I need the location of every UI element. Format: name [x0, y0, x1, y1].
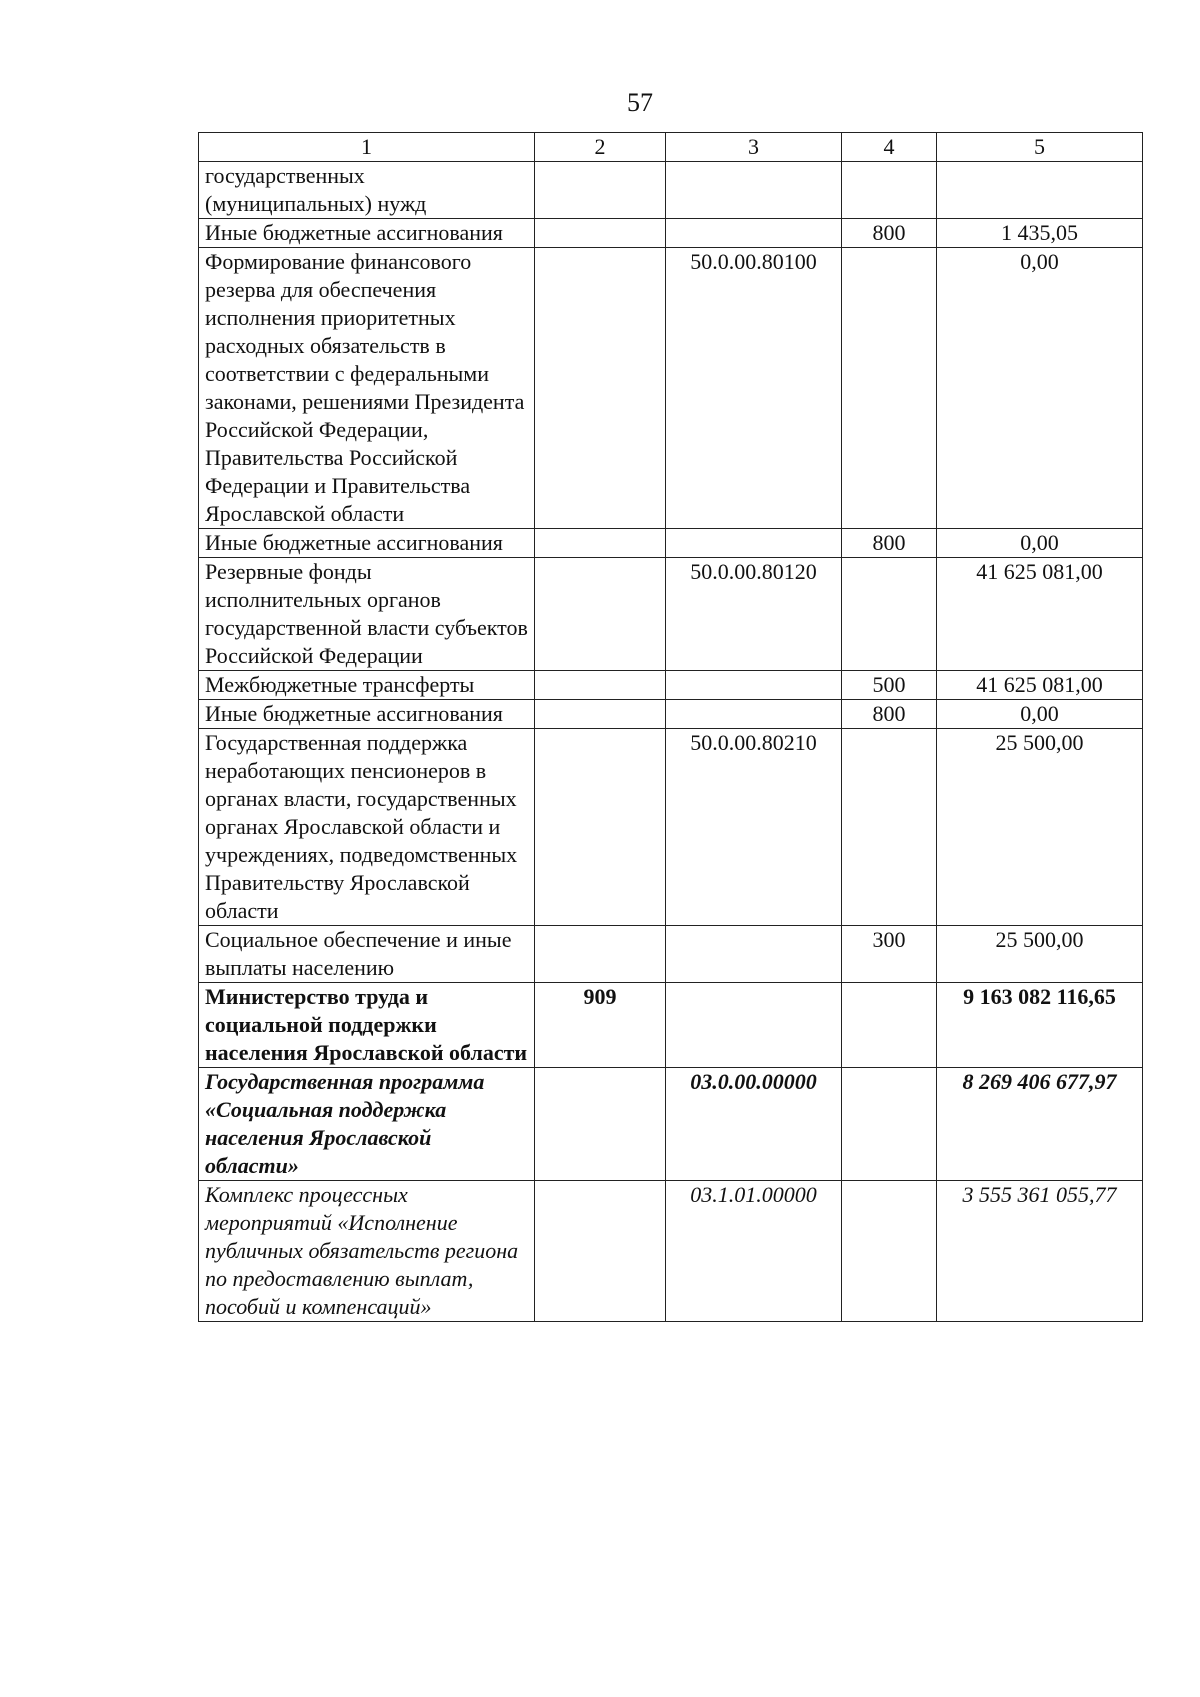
- table-row: [199, 729, 1143, 926]
- table-row: [199, 248, 1143, 529]
- row-target: 03.1.01.00000: [666, 1181, 842, 1322]
- row-name: Межбюджетные трансферты: [199, 671, 535, 700]
- column-header-2: 2: [535, 133, 666, 162]
- row-code: [535, 248, 666, 529]
- table-row-ministry: [199, 983, 1143, 1068]
- row-target: 50.0.00.80100: [666, 248, 842, 529]
- row-target: [666, 529, 842, 558]
- row-amount: 3 555 361 055,77: [937, 1181, 1143, 1322]
- table-row-subprogram: [199, 1181, 1143, 1322]
- row-amount: 0,00: [937, 248, 1143, 529]
- row-name: Иные бюджетные ассигнования: [199, 529, 535, 558]
- row-amount: 25 500,00: [937, 729, 1143, 926]
- row-amount: 9 163 082 116,65: [937, 983, 1143, 1068]
- row-code: [535, 558, 666, 671]
- row-name: Государственная поддержка неработающих пенсионеров в органах власти, государственных органах Ярославской области и учреждениях, подведомственных Правительству Ярославской области: [199, 729, 535, 926]
- row-name: государственных (муниципальных) нужд: [199, 162, 535, 219]
- row-code: [535, 1181, 666, 1322]
- row-amount: 0,00: [937, 700, 1143, 729]
- column-header-1: 1: [199, 133, 535, 162]
- row-type: 800: [842, 700, 937, 729]
- row-target: 03.0.00.00000: [666, 1068, 842, 1181]
- table-row: [199, 219, 1143, 248]
- row-target: [666, 983, 842, 1068]
- row-target: [666, 700, 842, 729]
- row-amount: 41 625 081,00: [937, 671, 1143, 700]
- row-code: [535, 529, 666, 558]
- table-header-row: [199, 133, 1143, 162]
- row-name: Социальное обеспечение и иные выплаты населению: [199, 926, 535, 983]
- table-row: [199, 671, 1143, 700]
- table-row-program: [199, 1068, 1143, 1181]
- row-name: Резервные фонды исполнительных органов государственной власти субъектов Российской Федерации: [199, 558, 535, 671]
- table-row: [199, 558, 1143, 671]
- row-name: Формирование финансового резерва для обеспечения исполнения приоритетных расходных обязательств в соответствии с федеральными законами, решениями Президента Российской Федерации, Правительства Российской Федерации и Правительства Ярославской области: [199, 248, 535, 529]
- budget-table: [198, 132, 1143, 1322]
- column-header-4: 4: [842, 133, 937, 162]
- row-name: Комплекс процессных мероприятий «Исполнение публичных обязательств региона по предоставлению выплат, пособий и компенсаций»: [199, 1181, 535, 1322]
- row-type: [842, 1068, 937, 1181]
- row-code: [535, 700, 666, 729]
- row-name: Государственная программа «Социальная поддержка населения Ярославской области»: [199, 1068, 535, 1181]
- row-code: [535, 162, 666, 219]
- row-type: 800: [842, 219, 937, 248]
- row-target: [666, 671, 842, 700]
- table-row: [199, 529, 1143, 558]
- table-row: [199, 700, 1143, 729]
- row-amount: 41 625 081,00: [937, 558, 1143, 671]
- row-code: [535, 926, 666, 983]
- row-type: 300: [842, 926, 937, 983]
- row-type: [842, 248, 937, 529]
- row-target: 50.0.00.80210: [666, 729, 842, 926]
- row-amount: 25 500,00: [937, 926, 1143, 983]
- row-amount: 8 269 406 677,97: [937, 1068, 1143, 1181]
- row-type: 500: [842, 671, 937, 700]
- page-number: 57: [627, 88, 653, 117]
- row-name: Иные бюджетные ассигнования: [199, 219, 535, 248]
- row-code: [535, 1068, 666, 1181]
- row-type: [842, 983, 937, 1068]
- row-name: Министерство труда и социальной поддержки населения Ярославской области: [199, 983, 535, 1068]
- row-type: [842, 162, 937, 219]
- row-code: [535, 219, 666, 248]
- row-target: [666, 219, 842, 248]
- row-target: [666, 926, 842, 983]
- row-amount: [937, 162, 1143, 219]
- row-code: 909: [535, 983, 666, 1068]
- row-amount: 0,00: [937, 529, 1143, 558]
- row-type: 800: [842, 529, 937, 558]
- table-row: [199, 162, 1143, 219]
- row-target: 50.0.00.80120: [666, 558, 842, 671]
- column-header-5: 5: [937, 133, 1143, 162]
- row-amount: 1 435,05: [937, 219, 1143, 248]
- row-type: [842, 729, 937, 926]
- row-code: [535, 729, 666, 926]
- table-row: [199, 926, 1143, 983]
- row-name: Иные бюджетные ассигнования: [199, 700, 535, 729]
- row-target: [666, 162, 842, 219]
- row-type: [842, 1181, 937, 1322]
- row-type: [842, 558, 937, 671]
- column-header-3: 3: [666, 133, 842, 162]
- row-code: [535, 671, 666, 700]
